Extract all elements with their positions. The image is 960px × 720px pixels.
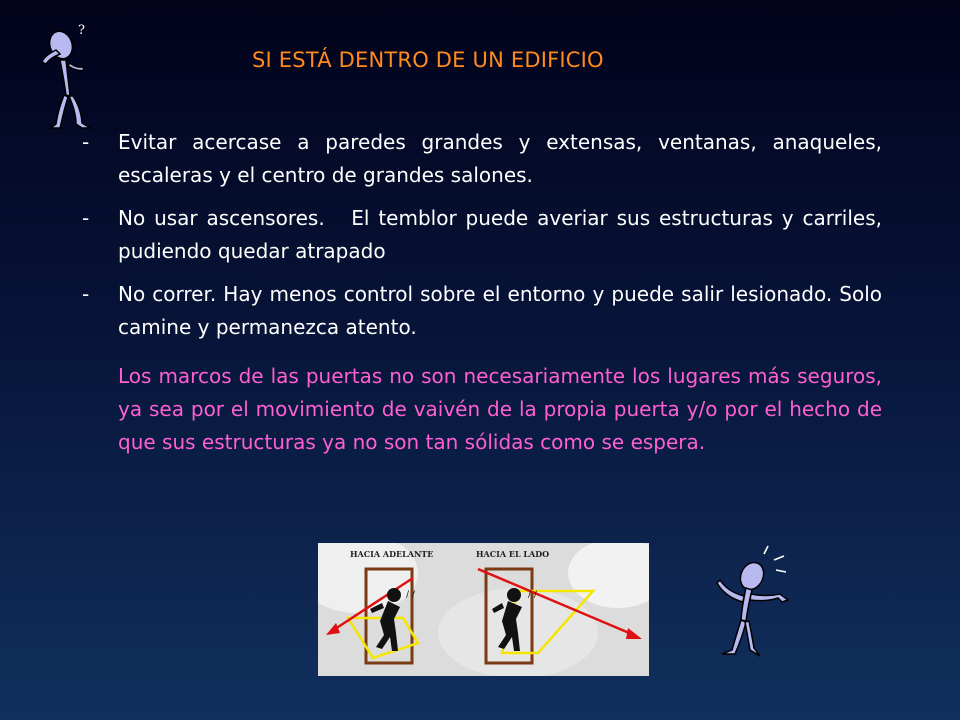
waving-stick-figure-icon [708, 540, 800, 664]
bullet-dash: - [82, 130, 90, 154]
doorframe-illustration-graphic [318, 543, 649, 676]
label-hacia-adelante: HACIA ADELANTE [350, 549, 434, 559]
slide-title: SI ESTÁ DENTRO DE UN EDIFICIO [252, 48, 604, 72]
bullet-dash: - [82, 282, 90, 306]
bullet-text: No usar ascensores. El temblor puede averiar sus estructuras y carriles, pudiendo quedar atrapado [118, 206, 889, 263]
label-hacia-el-lado: HACIA EL LADO [476, 549, 550, 559]
thinking-stick-figure-icon [26, 20, 96, 132]
svg-text:/ /: / / [406, 590, 415, 600]
bullet-item [82, 202, 889, 268]
bullet-dash: - [82, 206, 90, 230]
bullet-text: No correr. Hay menos control sobre el entorno y puede salir lesionado. Solo camine y permanezca atento. [118, 282, 882, 339]
bullet-item [82, 278, 882, 344]
doorframe-illustration [318, 543, 649, 676]
bullet-text: Evitar acercase a paredes grandes y extensas, ventanas, anaqueles, escaleras y el centro de grandes salones. [118, 130, 882, 187]
bullet-list [82, 126, 889, 354]
svg-text:/ /: / / [528, 590, 537, 600]
svg-text:?: ? [78, 23, 85, 38]
bullet-item [82, 126, 882, 192]
doorframe-note: Los marcos de las puertas no son necesariamente los lugares más seguros, ya sea por el movimiento de vaivén de la propia puerta y/o por el hecho de que sus estructuras ya no son tan sólidas como se espera. [118, 364, 882, 454]
